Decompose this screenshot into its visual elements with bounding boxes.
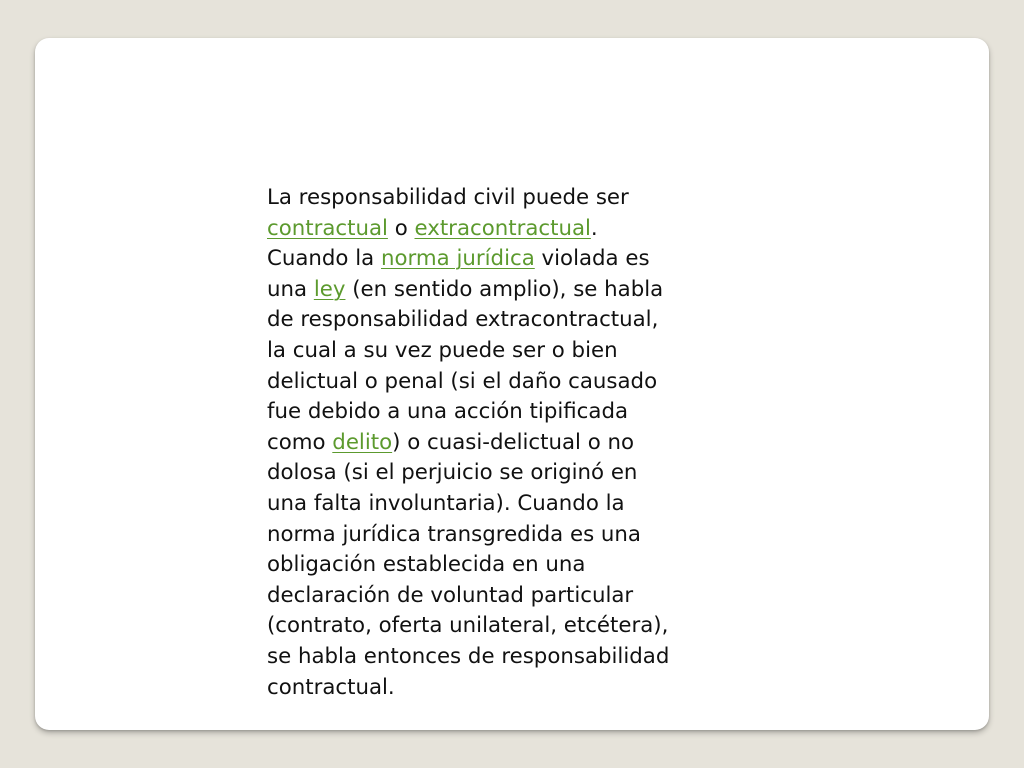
paragraph-line: [267, 611, 767, 642]
text-segment: declaración de voluntad particular: [267, 582, 634, 608]
text-segment: norma jurídica transgredida es una: [267, 521, 641, 547]
paragraph-line: [267, 581, 767, 612]
text-segment: (en sentido amplio), se habla: [345, 276, 664, 302]
text-segment: .: [590, 215, 598, 241]
paragraph-line: [267, 275, 767, 306]
paragraph-line: [267, 244, 767, 275]
paragraph-line: [267, 305, 767, 336]
paragraph-line: [267, 336, 767, 367]
paragraph-line: [267, 642, 767, 673]
text-segment: delictual o penal (si el daño causado: [267, 368, 658, 394]
text-segment: de responsabilidad extracontractual,: [267, 307, 659, 333]
paragraph-line: [267, 183, 767, 214]
text-segment: fue debido a una acción tipificada: [267, 399, 629, 425]
text-segment: se habla entonces de responsabilidad: [267, 643, 670, 669]
paragraph-line: [267, 397, 767, 428]
text-segment: obligación establecida en una: [267, 552, 586, 578]
link-ley[interactable]: ley: [313, 276, 346, 302]
paragraph-line: [267, 673, 767, 704]
text-segment: ) o cuasi-delictual o no: [392, 429, 635, 455]
text-segment: La responsabilidad civil puede ser: [267, 185, 629, 210]
paragraph-line: [267, 428, 767, 459]
text-segment: una: [267, 276, 314, 302]
paragraph-line: [267, 489, 767, 520]
link-extracontractual[interactable]: extracontractual: [414, 215, 591, 241]
text-segment: violada es: [534, 246, 650, 272]
link-norma-jurídica[interactable]: norma jurídica: [380, 246, 535, 272]
text-segment: como: [267, 429, 333, 455]
link-delito[interactable]: delito: [332, 429, 393, 455]
text-segment: dolosa (si el perjuicio se originó en: [267, 460, 638, 486]
paragraph-text: [267, 183, 767, 703]
body-paragraph: [267, 183, 767, 703]
slide-panel: [35, 38, 989, 730]
text-segment: contractual.: [267, 674, 395, 700]
link-contractual[interactable]: contractual: [267, 215, 388, 241]
paragraph-line: [267, 550, 767, 581]
paragraph-line: [267, 458, 767, 489]
paragraph-line: [267, 367, 767, 398]
text-segment: (contrato, oferta unilateral, etcétera),: [267, 613, 669, 639]
text-segment: la cual a su vez puede ser o bien: [267, 337, 618, 363]
text-segment: Cuando la: [267, 246, 381, 272]
text-segment: una falta involuntaria). Cuando la: [267, 490, 625, 516]
text-segment: o: [387, 215, 415, 241]
paragraph-line: [267, 520, 767, 551]
paragraph-line: [267, 214, 767, 245]
